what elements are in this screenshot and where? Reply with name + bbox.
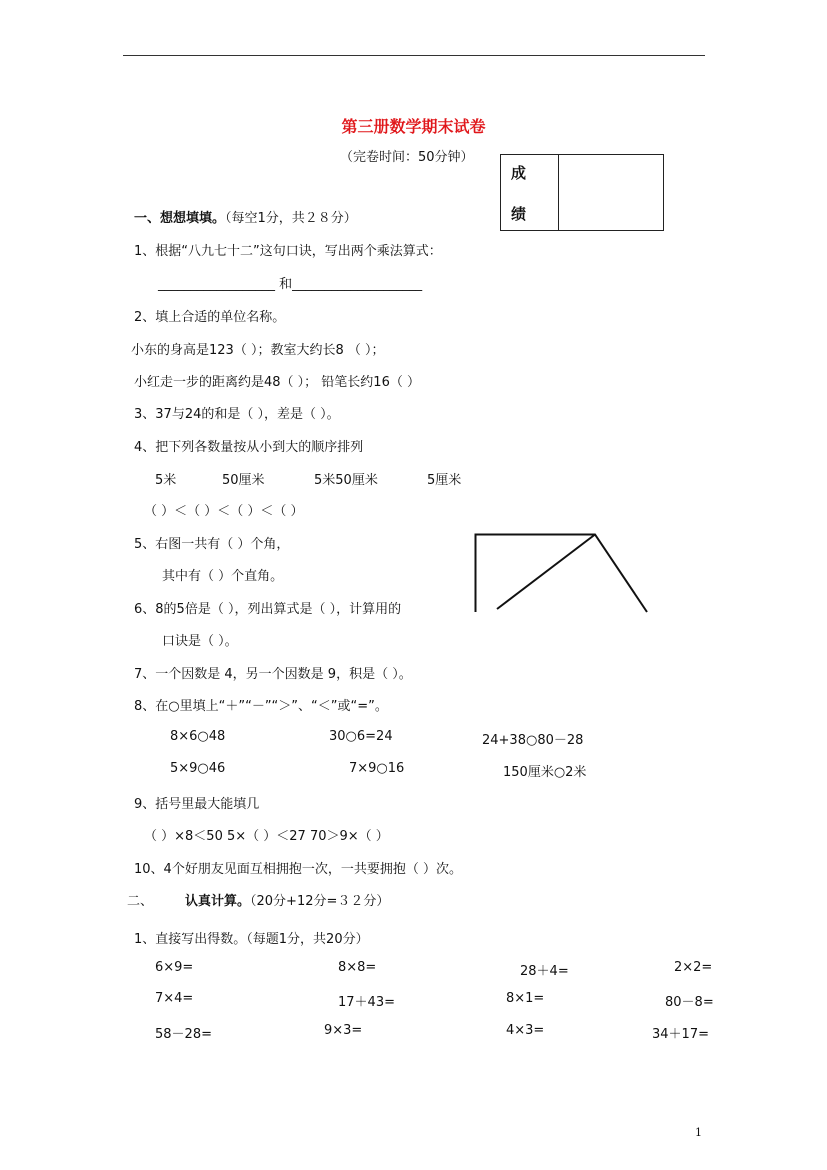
q10-text[interactable]: 10、4个好朋友见面互相拥抱一次，一共要拥抱（ ）次。 (134, 862, 462, 877)
q5-line1[interactable]: 5、右图一共有（ ）个角， (134, 537, 290, 552)
calc-item[interactable]: 17＋43= (338, 995, 395, 1010)
q4-order[interactable]: （ ）＜（ ）＜（ ）＜（ ） (144, 504, 304, 519)
q4-item: 5米 (155, 473, 177, 488)
calc-item[interactable]: 80－8= (665, 995, 714, 1010)
calc-item[interactable]: 28＋4= (520, 964, 569, 979)
figure-outline (476, 535, 648, 613)
q4-text: 4、把下列各数量按从小到大的顺序排列 (134, 440, 364, 455)
header-rule (123, 55, 705, 56)
calc-text: 1、直接写出得数。（每题1分，共20分） (134, 932, 369, 947)
q8-item[interactable]: 7×9○16 (349, 761, 405, 776)
q7-text[interactable]: 7、一个因数是 4，另一个因数是 9，积是（ ）。 (134, 667, 412, 682)
q8-item[interactable]: 30○6=24 (329, 729, 393, 744)
calc-item[interactable]: 9×3= (324, 1023, 363, 1038)
page-number: 1 (695, 1126, 702, 1139)
section2-heading (185, 890, 389, 909)
q8-item[interactable]: 24+38○80－28 (482, 733, 584, 748)
q1-text: 1、根据“八九七十二”这句口诀，写出两个乘法算式： (134, 244, 442, 259)
calc-item[interactable]: 7×4= (155, 991, 194, 1006)
section2-points: （20分+12分=３２分） (250, 894, 390, 909)
calc-item[interactable]: 58－28= (155, 1027, 212, 1042)
q2-line1[interactable]: 小东的身高是123（ ）；教室大约长8 （ ）； (131, 343, 385, 358)
section1-heading (134, 207, 357, 226)
quadrilateral-figure (470, 530, 655, 614)
page-title: 第三册数学期末试卷 (341, 117, 486, 136)
q2-line2[interactable]: 小红走一步的距离约是48（ ）； 铅笔长约16（ ） (134, 375, 420, 390)
q1-blanks[interactable]: __________________ 和____________________ (158, 277, 423, 292)
q9-text: 9、括号里最大能填几 (134, 797, 260, 812)
calc-item[interactable]: 2×2= (674, 960, 713, 975)
section2-num: 二、 (127, 894, 154, 909)
score-label-1: 成 (511, 164, 527, 182)
calc-item[interactable]: 4×3= (506, 1023, 545, 1038)
figure-diagonal (497, 535, 595, 610)
calc-item[interactable]: 34＋17= (652, 1027, 709, 1042)
score-label-2: 绩 (511, 205, 527, 223)
score-input-area[interactable] (559, 155, 663, 230)
q4-item: 5米50厘米 (314, 473, 378, 488)
q5-line2[interactable]: 其中有（ ）个直角。 (162, 569, 284, 584)
exam-time: （完卷时间：50分钟） (340, 150, 474, 165)
section1-title: 一、想想填填。 (134, 211, 226, 226)
q9-line[interactable]: （ ）×8＜50 5×（ ）＜27 70＞9×（ ） (144, 829, 389, 844)
section2-title: 认真计算。 (185, 894, 251, 909)
q4-item: 50厘米 (222, 473, 265, 488)
q8-item[interactable]: 5×9○46 (170, 761, 226, 776)
q8-item[interactable]: 150厘米○2米 (503, 765, 587, 780)
score-box (500, 154, 664, 231)
section1-points: （每空1分，共２８分） (225, 211, 357, 226)
calc-item[interactable]: 6×9= (155, 960, 194, 975)
q8-text: 8、在○里填上“＋”“－”“＞”、“＜”或“=”。 (134, 699, 388, 714)
q6-line1[interactable]: 6、8的5倍是（ ），列出算式是（ ），计算用的 (134, 602, 402, 617)
q6-line2[interactable]: 口诀是（ ）。 (162, 634, 238, 649)
q2-text: 2、填上合适的单位名称。 (134, 310, 286, 325)
calc-item[interactable]: 8×1= (506, 991, 545, 1006)
q3-text[interactable]: 3、37与24的和是（ ），差是（ ）。 (134, 407, 340, 422)
q4-item: 5厘米 (427, 473, 462, 488)
q8-item[interactable]: 8×6○48 (170, 729, 226, 744)
calc-item[interactable]: 8×8= (338, 960, 377, 975)
